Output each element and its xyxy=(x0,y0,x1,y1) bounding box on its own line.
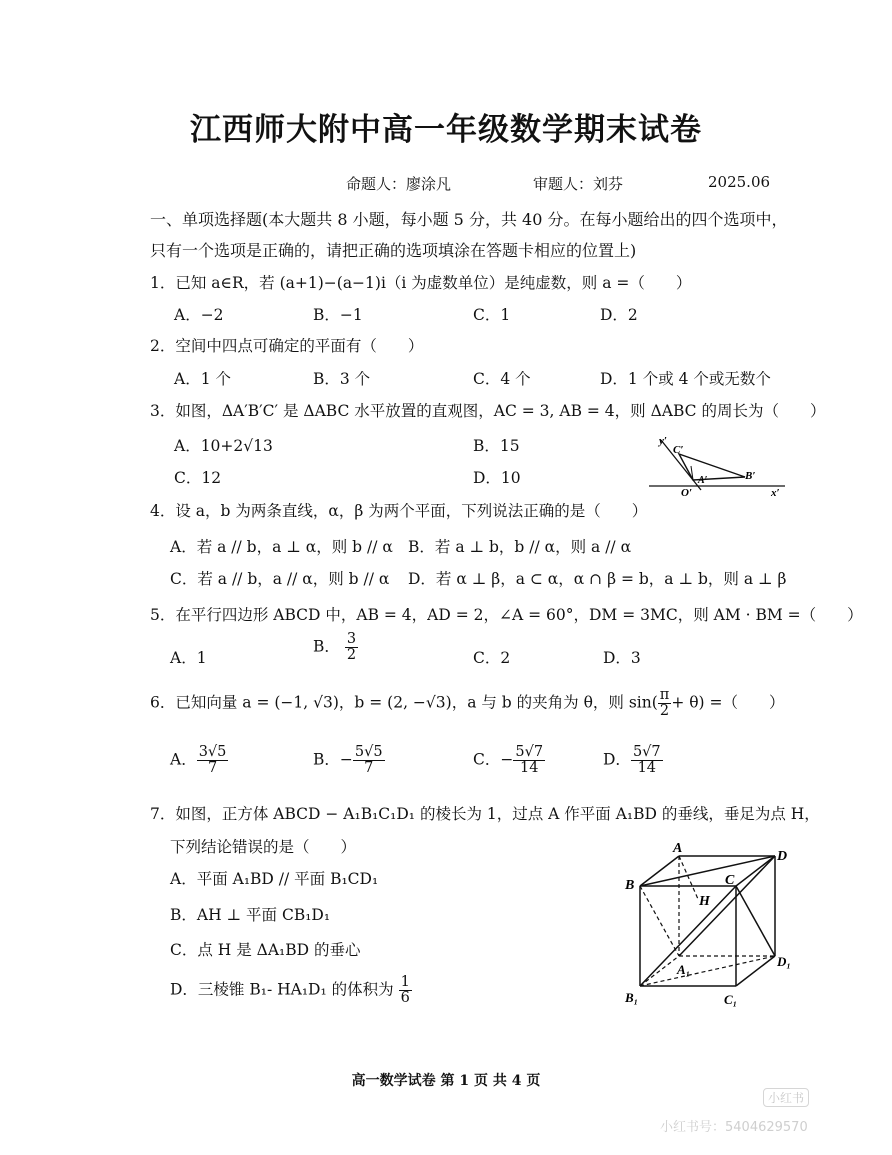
label-c-prime: C′ xyxy=(673,444,684,456)
exam-date: 2025.06 xyxy=(708,173,771,191)
hidden-edge-b1-a1 xyxy=(640,956,679,986)
option-fraction xyxy=(197,745,229,776)
question-5-stem: 5．在平行四边形 ABCD 中，AB = 4，AD = 2，∠A = 60°，DM = 3MC，则 AM · BM =（ ） xyxy=(150,606,863,624)
question-4-option-d: D．若 α ⊥ β，a ⊂ α，α ∩ β = b，a ⊥ b，则 a ⊥ β xyxy=(408,570,787,588)
question-7-option-b: B．AH ⊥ 平面 CB₁D₁ xyxy=(170,906,331,924)
hidden-diagonal-b-a1 xyxy=(640,886,679,956)
option-fraction xyxy=(513,745,545,776)
watermark-logo: 小红书 xyxy=(763,1088,809,1107)
label-b-prime: B′ xyxy=(745,470,756,482)
option-label: B． xyxy=(313,750,340,769)
question-4-option-a: A．若 a // b，a ⊥ α，则 b // α xyxy=(170,538,393,556)
vertex-label-d: D xyxy=(777,849,788,864)
option-text: D．三棱锥 B₁- HA₁D₁ 的体积为 xyxy=(170,980,394,999)
question-7-option-c: C．点 H 是 ΔA₁BD 的垂心 xyxy=(170,941,361,959)
question-5-option-c: C．2 xyxy=(473,649,511,667)
vertex-label-b: B xyxy=(625,878,635,893)
question-2-stem: 2．空间中四点可确定的平面有（ ） xyxy=(150,337,424,355)
option-sign: − xyxy=(339,750,353,769)
fraction-denominator: 2 xyxy=(346,647,357,664)
vertex-label-c: C xyxy=(725,873,735,888)
question-5-option-b xyxy=(313,632,358,663)
question-7-cube-diagram xyxy=(615,842,805,1012)
question-3-intuitive-diagram xyxy=(645,430,790,500)
question-1-option-a: A．−2 xyxy=(174,306,224,324)
vertex-label-a1: A₁ xyxy=(677,962,691,977)
vertex-label-b1: B₁ xyxy=(625,990,639,1005)
fraction-numerator: π xyxy=(659,687,670,703)
option-label: A． xyxy=(170,750,197,769)
fraction-numerator: 3√5 xyxy=(198,744,227,760)
fraction-denominator: 7 xyxy=(207,760,218,777)
watermark-id: 小红书号：5404629570 xyxy=(660,1120,808,1135)
question-4-stem: 4．设 a，b 为两条直线，α，β 为两个平面，下列说法正确的是（ ） xyxy=(150,502,648,520)
question-7-option-a: A．平面 A₁BD // 平面 B₁CD₁ xyxy=(170,870,379,888)
fraction-denominator: 14 xyxy=(637,760,657,777)
question-1-option-b: B．−1 xyxy=(313,306,363,324)
label-o-prime: O′ xyxy=(681,487,693,499)
question-7-stem-line1: 7．如图，正方体 ABCD − A₁B₁C₁D₁ 的棱长为 1，过点 A 作平面 A₁BD 的垂线，垂足为点 H， xyxy=(150,805,820,823)
option-fraction xyxy=(631,745,663,776)
label-y-prime: y′ xyxy=(659,435,667,447)
question-4-option-c: C．若 a // b，a // α，则 b // α xyxy=(170,570,390,588)
question-4-option-b: B．若 a ⊥ b，b // α，则 a // α xyxy=(408,538,632,556)
vertex-label-h: H xyxy=(699,894,710,909)
question-3-option-a: A．10+2√13 xyxy=(174,437,273,455)
question-2-option-c: C．4 个 xyxy=(473,370,531,388)
fraction-denominator: 2 xyxy=(659,703,670,720)
fraction-numerator: 5√5 xyxy=(354,744,383,760)
fraction-denominator: 7 xyxy=(364,760,374,777)
vertex-label-d1: D₁ xyxy=(777,954,791,969)
question-5-option-a: A．1 xyxy=(170,649,207,667)
vertex-label-a: A xyxy=(673,842,683,856)
vertex-label-c1: C₁ xyxy=(724,992,738,1007)
diagonal-c-d1 xyxy=(736,886,775,956)
fraction-numerator: 5√7 xyxy=(632,744,661,760)
option-sign: − xyxy=(500,750,514,769)
fraction-one-sixth xyxy=(399,975,412,1006)
question-2-option-d: D．1 个或 4 个或无数个 xyxy=(600,370,771,388)
question-1-option-d: D．2 xyxy=(600,306,638,324)
fraction-numerator: 3 xyxy=(346,631,357,647)
reviewer-label: 审题人：刘芬 xyxy=(533,175,624,193)
edge-c1-d1 xyxy=(736,956,775,986)
question-6-stem xyxy=(150,688,785,719)
question-6-option-a xyxy=(170,745,228,776)
question-6-option-c xyxy=(473,745,545,776)
question-3-option-b: B．15 xyxy=(473,437,520,455)
question-7-stem-line2: 下列结论错误的是（ ） xyxy=(170,838,357,856)
option-label: B． xyxy=(313,637,340,656)
question-7-option-d xyxy=(170,975,412,1006)
fraction-denominator: 14 xyxy=(520,760,539,777)
option-fraction xyxy=(353,745,385,776)
label-x-prime: x′ xyxy=(771,487,780,499)
question-6-option-d xyxy=(603,745,663,776)
label-a-prime: A′ xyxy=(698,475,708,486)
question-3-stem: 3．如图，ΔA′B′C′ 是 ΔABC 水平放置的直观图，AC = 3, AB = 4，则 ΔABC 的周长为（ ） xyxy=(150,402,826,420)
perpendicular-a-h xyxy=(679,856,698,899)
option-label: C． xyxy=(473,750,501,769)
question-6-stem-start: 6．已知向量 a = (−1, √3)，b = (2, −√3)，a 与 b 的夹角为 θ，则 sin( xyxy=(150,693,658,712)
fraction-three-halves xyxy=(345,632,358,663)
question-1-option-c: C．1 xyxy=(473,306,511,324)
author-label: 命题人：廖涂凡 xyxy=(346,175,452,193)
fraction-numerator: 5√7 xyxy=(515,744,544,760)
question-2-option-a: A．1 个 xyxy=(174,370,231,388)
question-3-option-d: D．10 xyxy=(473,469,521,487)
question-6-option-b xyxy=(313,745,385,776)
fraction-pi-over-two xyxy=(658,688,672,719)
fraction-numerator: 1 xyxy=(400,974,410,990)
option-label: D． xyxy=(603,750,631,769)
page-title: 江西师大附中高一年级数学期末试卷 xyxy=(190,112,702,148)
question-3-option-c: C．12 xyxy=(174,469,222,487)
page-footer: 高一数学试卷 第 1 页 共 4 页 xyxy=(351,1073,541,1089)
question-1-stem: 1．已知 a∈R，若 (a+1)−(a−1)i（i 为虚数单位）是纯虚数，则 a =（ ） xyxy=(150,274,692,292)
fraction-denominator: 6 xyxy=(400,990,410,1007)
section-heading-line1: 一、单项选择题(本大题共 8 小题，每小题 5 分，共 40 分。在每小题给出的四个选项中， xyxy=(150,210,788,229)
triangle-a-b-c xyxy=(679,454,745,480)
question-6-stem-end: + θ) =（ ） xyxy=(671,693,785,712)
section-heading-line2: 只有一个选项是正确的，请把正确的选项填涂在答题卡相应的位置上) xyxy=(150,241,637,260)
question-2-option-b: B．3 个 xyxy=(313,370,371,388)
question-5-option-d: D．3 xyxy=(603,649,641,667)
diagonal-a1-d xyxy=(679,856,775,956)
